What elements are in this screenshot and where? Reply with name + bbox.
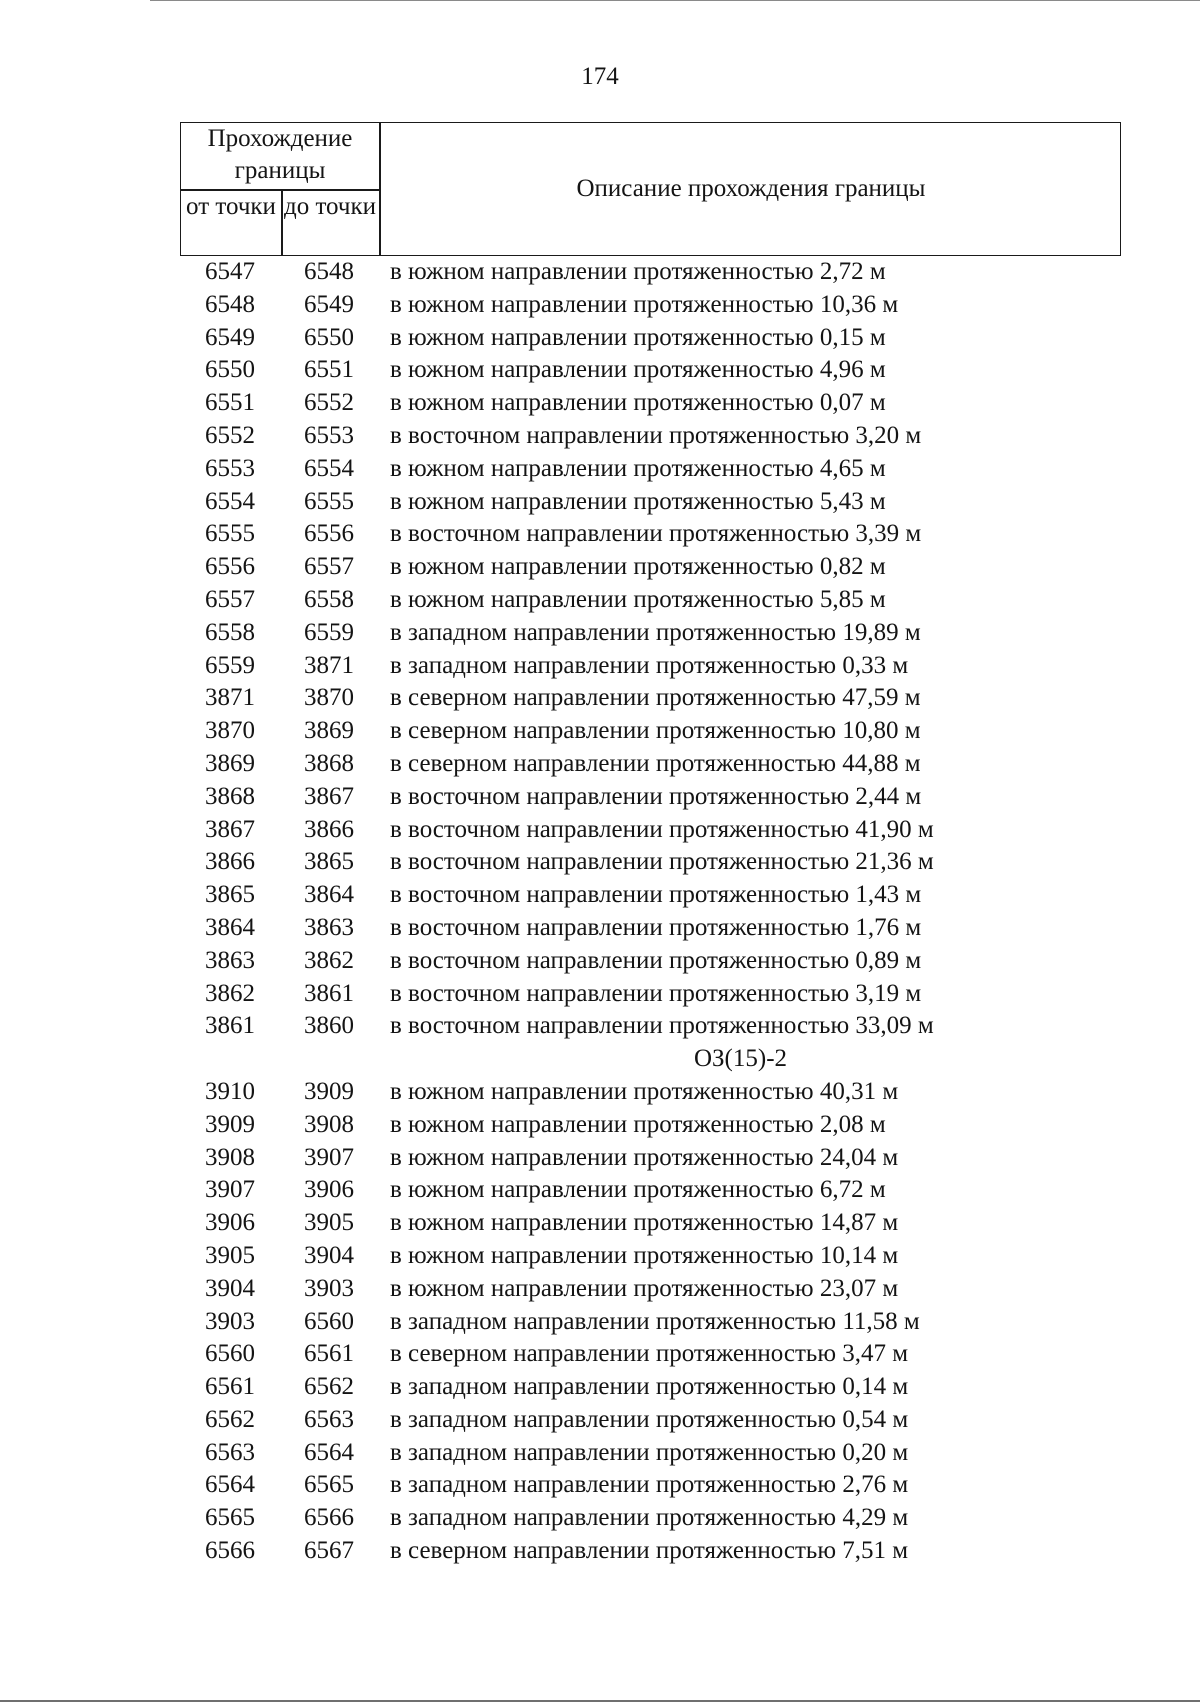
table-row (180, 682, 1121, 715)
from-point-cell: 3906 (205, 1209, 255, 1237)
from-point-cell: 6552 (205, 421, 255, 449)
from-point-cell: 6556 (205, 553, 255, 581)
to-point-cell: 3905 (304, 1209, 354, 1237)
header-boundary-passage: Прохождение границы (207, 125, 353, 184)
table-row (180, 1306, 1121, 1339)
from-point-cell: 3862 (205, 979, 255, 1007)
from-point-cell: 3866 (205, 848, 255, 876)
from-point-cell: 3904 (205, 1274, 255, 1302)
from-point-cell: 6553 (205, 454, 255, 482)
from-point-cell: 3907 (205, 1176, 255, 1204)
description-cell: в восточном направлении протяженностью 0,89 м (390, 946, 922, 974)
to-point-cell: 6550 (304, 323, 354, 351)
table-row (180, 715, 1121, 748)
description-cell: в восточном направлении протяженностью 3,39 м (390, 520, 922, 548)
description-cell: в южном направлении протяженностью 23,07 м (390, 1274, 899, 1302)
description-cell: в западном направлении протяженностью 0,33 м (390, 651, 909, 679)
description-cell: в восточном направлении протяженностью 1,76 м (390, 913, 922, 941)
table-body (180, 256, 1121, 1568)
to-point-cell: 6567 (304, 1537, 354, 1565)
to-point-cell: 6556 (304, 520, 354, 548)
to-point-cell: 3903 (304, 1274, 354, 1302)
description-cell: в западном направлении протяженностью 4,29 м (390, 1504, 909, 1532)
table-row (180, 1437, 1121, 1470)
table-row (180, 1174, 1121, 1207)
table-row (180, 945, 1121, 978)
table-row (180, 1109, 1121, 1142)
table-row (180, 781, 1121, 814)
from-point-cell: 6550 (205, 356, 255, 384)
from-point-cell: 3870 (205, 717, 255, 745)
to-point-cell: 6564 (304, 1438, 354, 1466)
to-point-cell: 3904 (304, 1241, 354, 1269)
to-point-cell: 3908 (304, 1110, 354, 1138)
table-row (180, 1076, 1121, 1109)
to-point-cell: 6557 (304, 553, 354, 581)
from-point-cell: 3868 (205, 782, 255, 810)
table-row (180, 1535, 1121, 1568)
to-point-cell: 6549 (304, 290, 354, 318)
header-from-point: от точки (186, 193, 276, 220)
scan-edge-top (150, 0, 1200, 1)
from-point-cell: 6559 (205, 651, 255, 679)
description-cell: в восточном направлении протяженностью 1,43 м (390, 881, 922, 909)
description-cell: в восточном направлении протяженностью 33,09 м (390, 1012, 934, 1040)
from-point-cell: 6548 (205, 290, 255, 318)
description-cell: в южном направлении протяженностью 0,07 м (390, 389, 886, 417)
to-point-cell: 6566 (304, 1504, 354, 1532)
scan-edge-bottom (0, 1700, 1200, 1702)
table-row (180, 387, 1121, 420)
description-cell: в западном направлении протяженностью 0,14 м (390, 1373, 909, 1401)
description-cell: в южном направлении протяженностью 10,36 м (390, 290, 899, 318)
description-cell: в северном направлении протяженностью 3,47 м (390, 1340, 909, 1368)
description-cell: в восточном направлении протяженностью 21,36 м (390, 848, 934, 876)
from-point-cell: 3909 (205, 1110, 255, 1138)
to-point-cell: 3860 (304, 1012, 354, 1040)
table-row (180, 748, 1121, 781)
to-point-cell: 3863 (304, 913, 354, 941)
table-row (180, 1010, 1121, 1043)
description-cell: в западном направлении протяженностью 0,20 м (390, 1438, 909, 1466)
table-row (180, 584, 1121, 617)
from-point-cell: 3903 (205, 1307, 255, 1335)
to-point-cell: 6563 (304, 1405, 354, 1433)
table-row (180, 1469, 1121, 1502)
description-cell: в южном направлении протяженностью 2,72 м (390, 258, 886, 285)
from-point-cell: 6558 (205, 618, 255, 646)
table-row (180, 256, 1121, 289)
table-row (180, 912, 1121, 945)
to-point-cell: 6561 (304, 1340, 354, 1368)
table-row (180, 1371, 1121, 1404)
table-row (180, 1142, 1121, 1175)
description-cell: в восточном направлении протяженностью 41,90 м (390, 815, 934, 843)
description-cell: в восточном направлении протяженностью 3,20 м (390, 421, 922, 449)
from-point-cell: 6551 (205, 389, 255, 417)
table-row (180, 289, 1121, 322)
description-cell: в северном направлении протяженностью 10,80 м (390, 717, 921, 745)
table-row (180, 1404, 1121, 1437)
to-point-cell: 6555 (304, 487, 354, 515)
to-point-cell: 3909 (304, 1077, 354, 1105)
table-row (180, 322, 1121, 355)
to-point-cell: 3862 (304, 946, 354, 974)
to-point-cell: 6553 (304, 421, 354, 449)
table-row (180, 551, 1121, 584)
from-point-cell: 3867 (205, 815, 255, 843)
to-point-cell: 6552 (304, 389, 354, 417)
description-cell: в западном направлении протяженностью 0,54 м (390, 1405, 909, 1433)
description-cell: в северном направлении протяженностью 47,59 м (390, 684, 921, 712)
description-cell: в южном направлении протяженностью 0,82 м (390, 553, 886, 581)
to-point-cell: 6551 (304, 356, 354, 384)
table-header (180, 122, 1121, 256)
table-row (180, 846, 1121, 879)
to-point-cell: 6560 (304, 1307, 354, 1335)
to-point-cell: 3865 (304, 848, 354, 876)
to-point-cell: 6559 (304, 618, 354, 646)
table-row (180, 1338, 1121, 1371)
header-to-point: до точки (283, 193, 377, 220)
description-cell: в восточном направлении протяженностью 2,44 м (390, 782, 922, 810)
description-cell: в южном направлении протяженностью 6,72 м (390, 1176, 886, 1204)
to-point-cell: 3864 (304, 881, 354, 909)
from-point-cell: 6560 (205, 1340, 255, 1368)
table-row (180, 617, 1121, 650)
from-point-cell: 3864 (205, 913, 255, 941)
table-row (180, 420, 1121, 453)
description-cell: в южном направлении протяженностью 5,43 м (390, 487, 886, 515)
from-point-cell: 6549 (205, 323, 255, 351)
from-point-cell: 6554 (205, 487, 255, 515)
description-cell: в южном направлении протяженностью 4,96 м (390, 356, 886, 384)
from-point-cell: 3869 (205, 749, 255, 777)
to-point-cell: 3906 (304, 1176, 354, 1204)
table-row (180, 1207, 1121, 1240)
to-point-cell: 6548 (304, 258, 354, 285)
description-cell: в северном направлении протяженностью 44,88 м (390, 749, 921, 777)
to-point-cell: 6554 (304, 454, 354, 482)
from-point-cell: 6547 (205, 258, 255, 285)
to-point-cell: 3868 (304, 749, 354, 777)
from-point-cell: 3861 (205, 1012, 255, 1040)
table-row (180, 518, 1121, 551)
from-point-cell: 3910 (205, 1077, 255, 1105)
from-point-cell: 6565 (205, 1504, 255, 1532)
table-row (180, 1502, 1121, 1535)
description-cell: в южном направлении протяженностью 24,04 м (390, 1143, 899, 1171)
description-cell: в южном направлении протяженностью 10,14 м (390, 1241, 899, 1269)
table-row (180, 354, 1121, 387)
section-title: ОЗ(15)-2 (693, 1045, 788, 1073)
to-point-cell: 3866 (304, 815, 354, 843)
table-row (180, 1240, 1121, 1273)
from-point-cell: 3865 (205, 881, 255, 909)
description-cell: в южном направлении протяженностью 2,08 м (390, 1110, 886, 1138)
table-row (180, 453, 1121, 486)
to-point-cell: 3869 (304, 717, 354, 745)
from-point-cell: 3863 (205, 946, 255, 974)
table-row (180, 650, 1121, 683)
description-cell: в южном направлении протяженностью 0,15 м (390, 323, 886, 351)
description-cell: в западном направлении протяженностью 19,89 м (390, 618, 921, 646)
description-cell: в северном направлении протяженностью 7,51 м (390, 1537, 909, 1565)
from-point-cell: 3908 (205, 1143, 255, 1171)
from-point-cell: 3871 (205, 684, 255, 712)
to-point-cell: 3907 (304, 1143, 354, 1171)
table-row (180, 879, 1121, 912)
description-cell: в южном направлении протяженностью 5,85 м (390, 585, 886, 613)
to-point-cell: 3861 (304, 979, 354, 1007)
description-cell: в южном направлении протяженностью 40,31 м (390, 1077, 899, 1105)
from-point-cell: 6563 (205, 1438, 255, 1466)
description-cell: в южном направлении протяженностью 4,65 м (390, 454, 886, 482)
from-point-cell: 3905 (205, 1241, 255, 1269)
description-cell: в восточном направлении протяженностью 3,19 м (390, 979, 922, 1007)
to-point-cell: 6565 (304, 1471, 354, 1499)
description-cell: в южном направлении протяженностью 14,87 м (390, 1209, 899, 1237)
to-point-cell: 3871 (304, 651, 354, 679)
table-row (180, 486, 1121, 519)
from-point-cell: 6557 (205, 585, 255, 613)
to-point-cell: 6558 (304, 585, 354, 613)
to-point-cell: 3870 (304, 684, 354, 712)
header-description: Описание прохождения границы (576, 175, 926, 202)
table-row (180, 1273, 1121, 1306)
from-point-cell: 6562 (205, 1405, 255, 1433)
from-point-cell: 6561 (205, 1373, 255, 1401)
table-row (180, 814, 1121, 847)
description-cell: в западном направлении протяженностью 2,76 м (390, 1471, 909, 1499)
from-point-cell: 6564 (205, 1471, 255, 1499)
description-cell: в западном направлении протяженностью 11,58 м (390, 1307, 920, 1335)
table-row (180, 978, 1121, 1011)
from-point-cell: 6566 (205, 1537, 255, 1565)
to-point-cell: 6562 (304, 1373, 354, 1401)
page-number: 174 (581, 63, 619, 90)
from-point-cell: 6555 (205, 520, 255, 548)
to-point-cell: 3867 (304, 782, 354, 810)
